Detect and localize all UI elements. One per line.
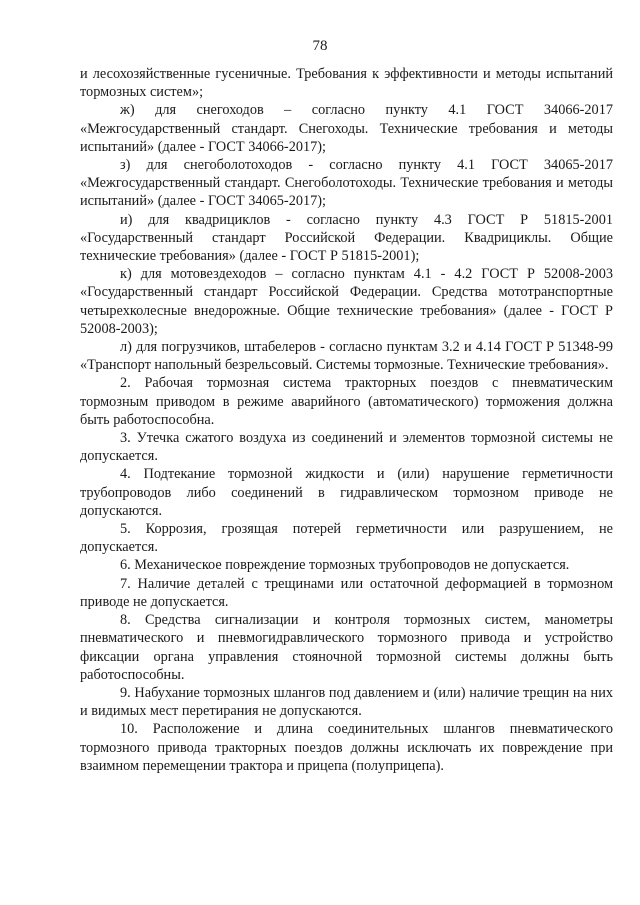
paragraph-9: 9. Набухание тормозных шлангов под давлением и (или) наличие трещин на них и видимых мест перетирания не допускаются.: [80, 684, 613, 720]
paragraph-8: 8. Средства сигнализации и контроля тормозных систем, манометры пневматического и пневмогидравлического тормозного привода и устройство фиксации органа управления стояночной тормозной системы должны быть работоспособны.: [80, 612, 613, 683]
paragraph-item-i: и) для квадрициклов - согласно пункту 4.3 ГОСТ Р 51815-2001 «Государственный стандарт Российской Федерации. Квадрициклы. Общие технические требования» (далее - ГОСТ Р 51815-2001);: [80, 211, 613, 265]
paragraph-7: 7. Наличие деталей с трещинами или остаточной деформацией в тормозном приводе не допускается.: [80, 575, 613, 610]
paragraph-item-l: л) для погрузчиков, штабелеров - согласно пунктам 3.2 и 4.14 ГОСТ Р 51348-99 «Транспорт напольный безрельсовый. Системы тормозные. Технические требования».: [80, 339, 613, 374]
document-body: [80, 65, 613, 775]
paragraph-4: 4. Подтекание тормозной жидкости и (или) нарушение герметичности трубопроводов либо соединений в гидравлическом тормозном приводе не допускаются.: [80, 466, 613, 519]
paragraph-3: 3. Утечка сжатого воздуха из соединений и элементов тормозной системы не допускается.: [80, 430, 613, 465]
paragraph-6: 6. Механическое повреждение тормозных трубопроводов не допускается.: [120, 557, 570, 574]
paragraph-10: 10. Расположение и длина соединительных шлангов пневматического тормозного привода тракторных поездов должны исключать их повреждение при взаимном перемещении трактора и прицепа (полуприцепа).: [80, 721, 613, 774]
paragraph-2: 2. Рабочая тормозная система тракторных поездов с пневматическим тормозным приводом в режиме аварийного (автоматического) торможения должна быть работоспособна.: [80, 375, 613, 428]
paragraph-continuation: и лесохозяйственные гусеничные. Требования к эффективности и методы испытаний тормозных систем»;: [80, 66, 613, 101]
paragraph-item-z: з) для снегоболотоходов - согласно пункту 4.1 ГОСТ 34065-2017 «Межгосударственный стандарт. Снегоболотоходы. Технические требования и методы испытаний» (далее - ГОСТ 34065-2017);: [80, 157, 613, 210]
paragraph-item-zh: ж) для снегоходов – согласно пункту 4.1 ГОСТ 34066-2017 «Межгосударственный стандарт. Снегоходы. Технические требования и методы испытаний» (далее - ГОСТ 34066-2017);: [80, 102, 613, 155]
page-number: 78: [312, 38, 328, 54]
paragraph-5: 5. Коррозия, грозящая потерей герметичности или разрушением, не допускается.: [80, 521, 613, 556]
paragraph-item-k: к) для мотовездеходов – согласно пунктам 4.1 - 4.2 ГОСТ Р 52008-2003 «Государственный стандарт Российской Федерации. Средства мототранспортные четырехколесные внедорожные. Общие технические требования» (далее - ГОСТ Р 52008-2003);: [80, 266, 613, 337]
